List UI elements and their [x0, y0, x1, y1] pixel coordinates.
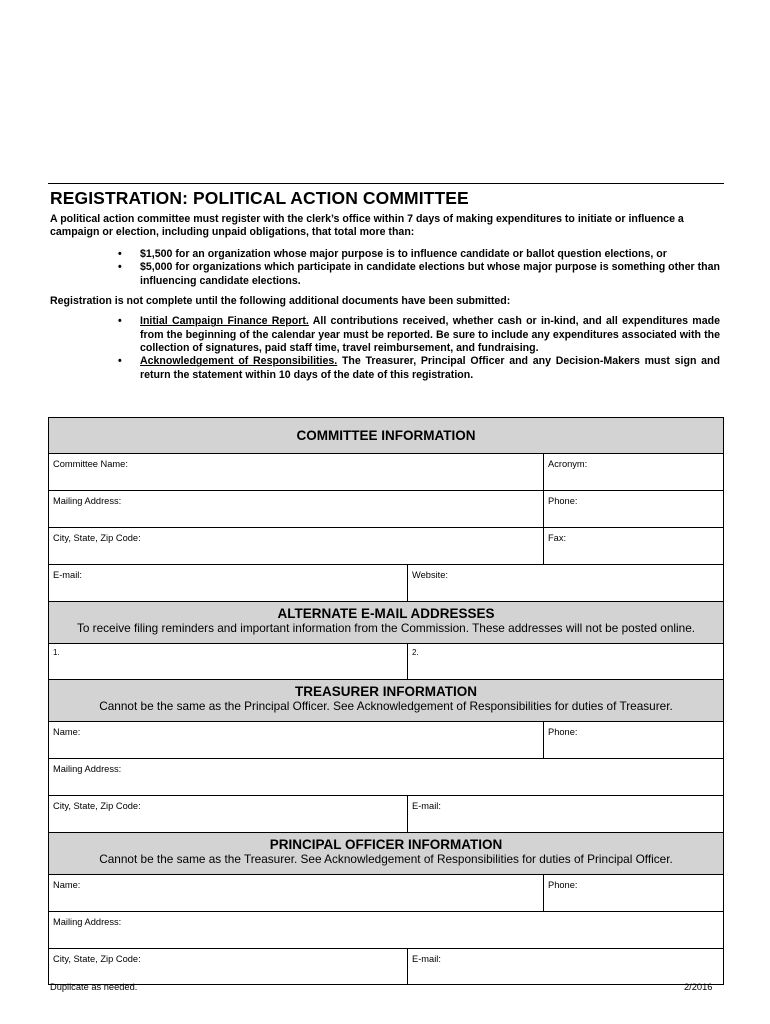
committee-website-field[interactable]: Website: — [407, 565, 723, 601]
principal-email-field[interactable]: E-mail: — [407, 949, 723, 984]
registration-note: Registration is not complete until the following additional documents have been submitted: — [50, 295, 511, 308]
document-title: Initial Campaign Finance Report. — [140, 315, 309, 328]
treasurer-city-field[interactable]: City, State, Zip Code: — [53, 801, 141, 811]
alternate-email-2-field[interactable]: 2. — [407, 644, 723, 679]
treasurer-name-field[interactable]: Name: — [53, 727, 81, 737]
treasurer-email-field[interactable]: E-mail: — [407, 796, 723, 832]
list-item: • Acknowledgement of Responsibilities. The Treasurer, Principal Officer and any Decision-Makers must sign and return the statement within 10 days of the date of this registration. — [118, 355, 720, 381]
committee-name-field[interactable]: Committee Name: — [53, 459, 128, 469]
intro-section — [50, 213, 720, 382]
principal-name-field[interactable]: Name: — [53, 880, 81, 890]
principal-header: PRINCIPAL OFFICER INFORMATION Cannot be the same as the Treasurer. See Acknowledgement of Responsibilities for duties of Principal Officer. — [49, 833, 723, 875]
principal-city-field[interactable]: City, State, Zip Code: — [53, 954, 141, 964]
footer-note: Duplicate as needed. — [50, 982, 138, 992]
bullet: • — [118, 315, 122, 328]
treasurer-header: TREASURER INFORMATION Cannot be the same as the Principal Officer. See Acknowledgement of Responsibilities for duties of Treasurer. — [49, 680, 723, 722]
registration-form — [48, 417, 724, 985]
footer-date: 2/2016 — [684, 982, 713, 992]
threshold-list — [50, 248, 720, 288]
treasurer-mailing-field[interactable]: Mailing Address: — [53, 764, 122, 774]
committee-mailing-field[interactable]: Mailing Address: — [53, 496, 122, 506]
list-item: • $5,000 for organizations which participate in candidate elections but whose major purpose is something other than influencing candidate elections. — [118, 261, 720, 287]
bullet: • — [118, 248, 122, 260]
committee-phone-field[interactable]: Phone: — [543, 491, 723, 527]
bullet: • — [118, 261, 122, 274]
alternate-header: ALTERNATE E-MAIL ADDRESSES To receive filing reminders and important information from the Commission. These addresses will not be posted online. — [49, 602, 723, 644]
committee-header: COMMITTEE INFORMATION — [49, 418, 723, 454]
intro-text: A political action committee must register with the clerk’s office within 7 days of making expenditures to initiate or influence a campaign or election, including unpaid obligations, that total more than: — [50, 213, 684, 238]
document-title: Acknowledgement of Responsibilities. — [140, 355, 338, 368]
documents-list — [50, 315, 720, 382]
principal-phone-field[interactable]: Phone: — [543, 875, 723, 911]
principal-mailing-field[interactable]: Mailing Address: — [53, 917, 122, 927]
bullet: • — [118, 355, 122, 368]
alternate-email-1-field[interactable]: 1. — [53, 648, 60, 657]
list-item: • $1,500 for an organization whose major purpose is to influence candidate or ballot question elections, or — [118, 248, 667, 260]
list-item: • Initial Campaign Finance Report. All contributions received, whether cash or in-kind, and all expenditures made from the beginning of the calendar year must be reported. Be sure to include any expenditures associated with the collection of signatures, paid staff time, travel reimbursement, and fundraising. — [118, 315, 720, 355]
acronym-field[interactable]: Acronym: — [543, 454, 723, 490]
top-rule — [48, 183, 724, 184]
committee-fax-field[interactable]: Fax: — [543, 528, 723, 564]
committee-email-field[interactable]: E-mail: — [53, 570, 82, 580]
treasurer-phone-field[interactable]: Phone: — [543, 722, 723, 758]
page-title: REGISTRATION: POLITICAL ACTION COMMITTEE — [50, 188, 469, 208]
committee-city-field[interactable]: City, State, Zip Code: — [53, 533, 141, 543]
